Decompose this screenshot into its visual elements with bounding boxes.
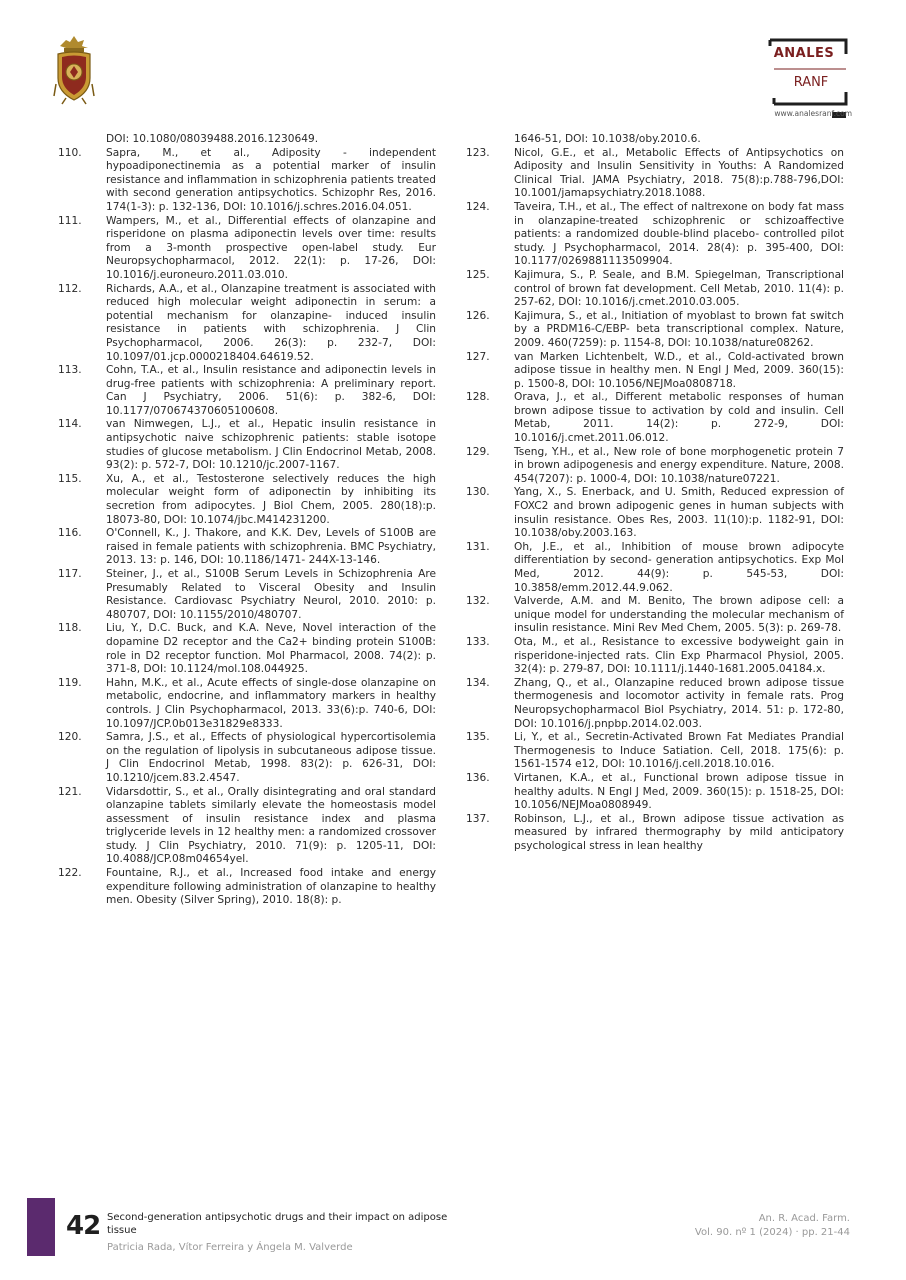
- reference-text: Vidarsdottir, S., et al., Orally disintegrating and oral standard olanzapine tablets similarly elevate the homeostasis model assessment of insulin resistance index and plasma triglyceride levels in 12 healthy men: a randomized crossover study. J Clin Psychiatry, 2010. 71(9): p. 1205-11, DOI: 10.4088/JCP.08m04654yel.: [106, 785, 436, 866]
- reference-text: van Nimwegen, L.J., et al., Hepatic insulin resistance in antipsychotic naive schizophrenic patients: stable isotope studies of glucose metabolism. J Clin Endocrinol Metab, 2008. 93(2): p. 572-7, DOI: 10.1210/jc.2007-1167.: [106, 418, 436, 472]
- reference-number: 115.: [58, 472, 82, 485]
- reference-number: 125.: [466, 268, 490, 281]
- reference-item: [58, 527, 436, 568]
- reference-number: 111.: [58, 214, 82, 227]
- reference-number: 110.: [58, 146, 82, 159]
- reference-item: [58, 786, 436, 868]
- reference-item: [58, 731, 436, 785]
- reference-text: Robinson, L.J., et al., Brown adipose tissue activation as measured by infrared thermography by mild anticipatory psychological stress in lean healthy: [514, 812, 844, 852]
- reference-number: 124.: [466, 200, 490, 213]
- reference-number: 123.: [466, 146, 490, 159]
- reference-text: Zhang, Q., et al., Olanzapine reduced brown adipose tissue thermogenesis and locomotor activity in female rats. Prog Neuropsychopharmacol Biol Psychiatry, 2014. 51: p. 172-80, DOI: 10.1016/j.pnpbp.2014.02.003.: [514, 676, 844, 730]
- reference-item: [58, 568, 436, 622]
- reference-item: [466, 201, 844, 269]
- reference-item: [58, 215, 436, 283]
- journal-volume: Vol. 90. nº 1 (2024) · pp. 21-44: [694, 1226, 850, 1238]
- reference-item: [58, 147, 436, 215]
- article-authors: Patricia Rada, Vítor Ferreira y Ángela M. Valverde: [107, 1242, 353, 1253]
- reference-text: Virtanen, K.A., et al., Functional brown adipose tissue in healthy adults. N Engl J Med, 2009. 360(15): p. 1518-25, DOI: 10.1056/NEJMoa0808949.: [514, 771, 844, 812]
- reference-text: van Marken Lichtenbelt, W.D., et al., Cold-activated brown adipose tissue in healthy men. N Engl J Med, 2009. 360(15): p. 1500-8, DOI: 10.1056/NEJMoa0808718.: [514, 350, 844, 390]
- reference-number: 112.: [58, 282, 82, 295]
- reference-item: [466, 813, 844, 854]
- reference-item: [466, 446, 844, 487]
- reference-item: [466, 541, 844, 595]
- reference-text: Sapra, M., et al., Adiposity - independent hypoadiponectinemia as a potential marker of insulin resistance and inflammation in schizophrenia patients treated with second generation antipsychotics. Schizophr Res, 2016. 174(1-3): p. 132-136, DOI: 10.1016/j.schres.2016.04.051.: [106, 146, 436, 213]
- reference-text: Kajimura, S., et al., Initiation of myoblast to brown fat switch by a PRDM16-C/EBP- beta transcriptional complex. Nature, 2009. 460(7259): p. 1154-8, DOI: 10.1038/nature08262.: [514, 309, 844, 349]
- reference-continuation: 1646-51, DOI: 10.1038/oby.2010.6.: [514, 133, 701, 145]
- reference-number: 113.: [58, 364, 82, 377]
- logo-url[interactable]: www.analesranf.com: [774, 109, 852, 118]
- reference-number: 128.: [466, 391, 490, 404]
- reference-number: 119.: [58, 676, 82, 689]
- academy-crest-logo: [52, 34, 96, 106]
- reference-item: [466, 677, 844, 731]
- reference-text: Wampers, M., et al., Differential effects of olanzapine and risperidone on plasma adiponectin levels over time: results from a 3-month prospective open-label study. Eur Neuropsychopharmacol, 2012. 22(1): p. 17-26, DOI: 10.1016/j.euroneuro.2011.03.010.: [106, 214, 436, 281]
- reference-item: [58, 677, 436, 731]
- reference-number: 117.: [58, 568, 82, 580]
- page-number: 42: [66, 1211, 101, 1241]
- reference-text: Orava, J., et al., Different metabolic responses of human brown adipose tissue to activation by cold and insulin. Cell Metab, 2011. 14(2): p. 272-9, DOI: 10.1016/j.cmet.2011.06.012.: [514, 391, 844, 445]
- article-title: Second-generation antipsychotic drugs and their impact on adipose tissue: [107, 1212, 448, 1236]
- reference-item: [466, 636, 844, 677]
- reference-number: 131.: [466, 540, 490, 553]
- reference-item: [466, 731, 844, 772]
- reference-text: Liu, Y., D.C. Buck, and K.A. Neve, Novel interaction of the dopamine D2 receptor and the Ca2+ binding protein S100B: role in D2 receptor function. Mol Pharmacol, 2008. 74(2): p. 371-8, DOI: 10.1124/mol.108.044925.: [106, 622, 436, 676]
- reference-number: 122.: [58, 867, 82, 880]
- reference-item: [58, 418, 436, 472]
- reference-number: 130.: [466, 486, 490, 499]
- journal-name: An. R. Acad. Farm.: [758, 1213, 850, 1224]
- reference-item: [466, 772, 844, 813]
- reference-text: Cohn, T.A., et al., Insulin resistance and adiponectin levels in drug-free patients with schizophrenia: A preliminary report. Can J Psychiatry, 2006. 51(6): p. 382-6, DOI: 10.1177/070674370605100608.: [106, 364, 436, 417]
- reference-number: 127.: [466, 350, 490, 363]
- reference-item: [466, 391, 844, 445]
- reference-number: 118.: [58, 622, 82, 635]
- reference-text: Oh, J.E., et al., Inhibition of mouse brown adipocyte differentiation by second- generation antipsychotics. Exp Mol Med, 2012. 44(9): p. 545-53, DOI: 10.3858/emm.2012.44.9.062.: [514, 540, 844, 594]
- reference-number: 133.: [466, 635, 490, 648]
- reference-number: 135.: [466, 731, 490, 744]
- reference-item: [466, 595, 844, 636]
- references-left-column: [58, 133, 436, 908]
- reference-number: 116.: [58, 527, 82, 540]
- reference-item: [466, 310, 844, 351]
- reference-continuation: DOI: 10.1080/08039488.2016.1230649.: [106, 133, 319, 145]
- reference-text: Kajimura, S., P. Seale, and B.M. Spiegelman, Transcriptional control of brown fat development. Cell Metab, 2010. 11(4): p. 257-62, DOI: 10.1016/j.cmet.2010.03.005.: [514, 268, 844, 309]
- reference-number: 114.: [58, 418, 82, 431]
- reference-item: [466, 351, 844, 392]
- reference-text: Yang, X., S. Enerback, and U. Smith, Reduced expression of FOXC2 and brown adipogenic genes in human subjects with insulin resistance. Obes Res, 2003. 11(10):p. 1182-91, DOI: 10.1038/oby.2003.163.: [514, 486, 844, 540]
- reference-number: 134.: [466, 676, 490, 689]
- reference-text: Li, Y., et al., Secretin-Activated Brown Fat Mediates Prandial Thermogenesis to Induce Satiation. Cell, 2018. 175(6): p. 1561-1574 e12, DOI: 10.1016/j.cell.2018.10.016.: [514, 731, 844, 771]
- references-list-right: [466, 147, 844, 854]
- reference-text: Steiner, J., et al., S100B Serum Levels in Schizophrenia Are Presumably Related to Visceral Obesity and Insulin Resistance. Cardiovasc Psychiatry Neurol, 2010. 2010: p. 480707, DOI: 10.1155/2010/480707.: [106, 568, 436, 621]
- reference-text: Nicol, G.E., et al., Metabolic Effects of Antipsychotics on Adiposity and Insulin Sensitivity in Youths: A Randomized Clinical Trial. JAMA Psychiatry, 2018. 75(8):p.788-796,DOI: 10.1001/jamapsychiatry.2018.1088.: [514, 146, 844, 200]
- reference-text: Samra, J.S., et al., Effects of physiological hypercortisolemia on the regulation of lipolysis in subcutaneous adipose tissue. J Clin Endocrinol Metab, 1998. 83(2): p. 626-31, DOI: 10.1210/jcem.83.2.4547.: [106, 731, 436, 784]
- reference-number: 137.: [466, 812, 490, 825]
- reference-number: 132.: [466, 595, 490, 608]
- reference-text: Richards, A.A., et al., Olanzapine treatment is associated with reduced high molecular weight adiponectin in serum: a potential mechanism for olanzapine- induced insulin resistance in patients with schizophrenia. J Clin Psychopharmacol, 2006. 26(3): p. 232-7, DOI: 10.1097/01.jcp.0000218404.64619.52.: [106, 282, 436, 363]
- reference-text: Hahn, M.K., et al., Acute effects of single-dose olanzapine on metabolic, endocrine, and inflammatory markers in healthy controls. J Clin Psychopharmacol, 2013. 33(6):p. 740-6, DOI: 10.1097/JCP.0b013e31829e8333.: [106, 676, 436, 730]
- reference-text: Ota, M., et al., Resistance to excessive bodyweight gain in risperidone-injected rats. Clin Exp Pharmacol Physiol, 2005. 32(4): p. 279-87, DOI: 10.1111/j.1440-1681.2005.04184.x.: [514, 635, 844, 676]
- reference-item: [466, 147, 844, 201]
- references-right-column: [466, 133, 844, 853]
- reference-item: [58, 622, 436, 676]
- reference-text: O'Connell, K., J. Thakore, and K.K. Dev, Levels of S100B are raised in female patients with schizophrenia. BMC Psychiatry, 2013. 13: p. 146, DOI: 10.1186/1471- 244X-13-146.: [106, 527, 436, 567]
- logo-title: ANALES: [773, 46, 835, 61]
- reference-item: [466, 269, 844, 310]
- reference-text: Valverde, A.M. and M. Benito, The brown adipose cell: a unique model for understanding the molecular mechanism of insulin resistance. Mini Rev Med Chem, 2005. 5(3): p. 269-78.: [514, 595, 844, 635]
- journal-citation: [695, 1212, 850, 1239]
- reference-text: Xu, A., et al., Testosterone selectively reduces the high molecular weight form of adiponectin by inhibiting its secretion from adipocytes. J Biol Chem, 2005. 280(18):p. 18073-80, DOI: 10.1074/jbc.M414231200.: [106, 472, 436, 526]
- reference-number: 126.: [466, 309, 490, 322]
- reference-item: [58, 283, 436, 365]
- references-list-left: [58, 147, 436, 908]
- reference-number: 120.: [58, 731, 82, 744]
- reference-text: Fountaine, R.J., et al., Increased food intake and energy expenditure following administration of olanzapine to healthy men. Obesity (Silver Spring), 2010. 18(8): p.: [106, 867, 436, 907]
- footer-accent-bar: [27, 1198, 55, 1256]
- reference-text: Tseng, Y.H., et al., New role of bone morphogenetic protein 7 in brown adipogenesis and energy expenditure. Nature, 2008. 454(7207): p. 1000-4, DOI: 10.1038/nature07221.: [514, 445, 844, 485]
- reference-item: [58, 867, 436, 908]
- reference-item: [58, 364, 436, 418]
- reference-text: Taveira, T.H., et al., The effect of naltrexone on body fat mass in olanzapine-treated schizophrenic or schizoaffective patients: a randomized double-blind placebo- controlled pilot study. J Psychopharmacol, 2014. 28(4): p. 395-400, DOI: 10.1177/0269881113509904.: [514, 200, 844, 268]
- reference-number: 121.: [58, 785, 82, 798]
- reference-number: 136.: [466, 771, 490, 784]
- reference-item: [466, 486, 844, 540]
- logo-subtitle: RANF: [793, 75, 829, 90]
- reference-item: [58, 473, 436, 527]
- anales-ranf-logo: [740, 36, 852, 120]
- reference-number: 129.: [466, 445, 490, 458]
